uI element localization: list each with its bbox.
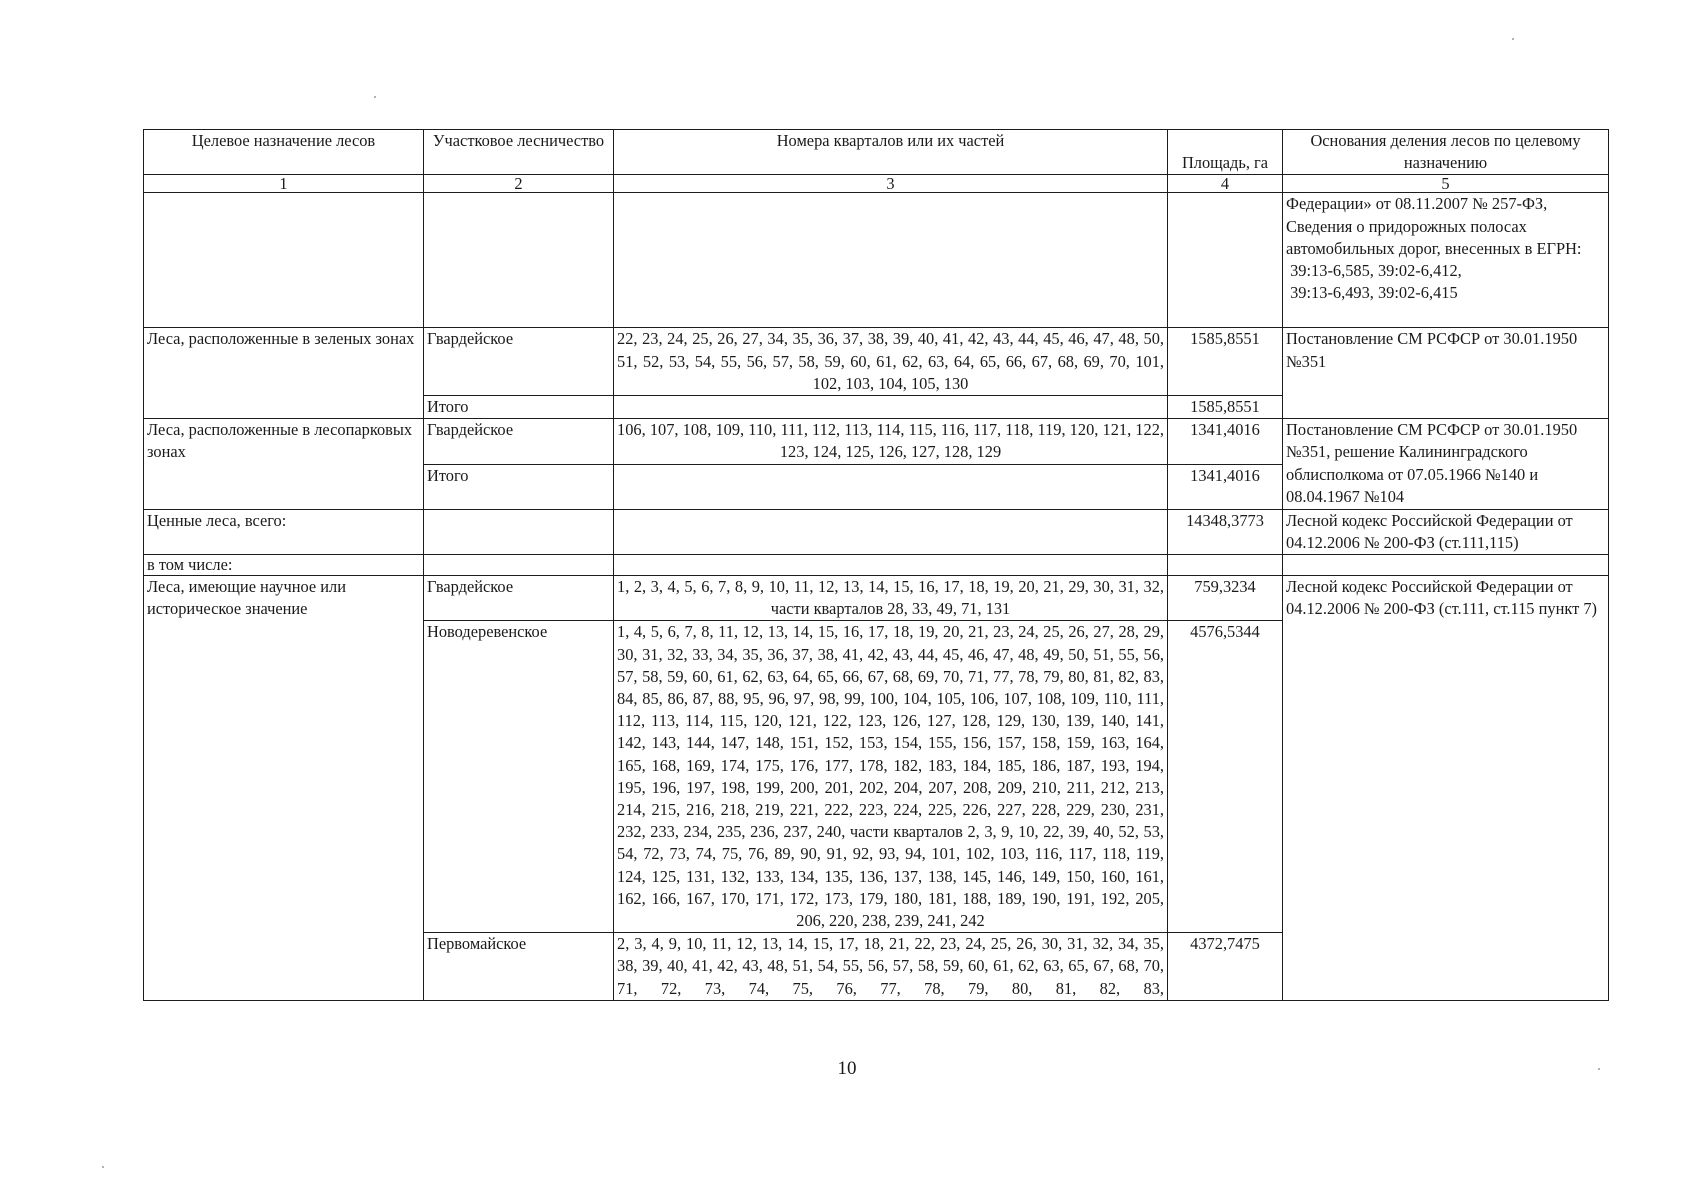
green-zones-forestry: Гвардейское — [424, 328, 614, 396]
forest-park-forestry: Гвардейское — [424, 419, 614, 464]
scientific-basis: Лесной кодекс Российской Федерации от 04.12.2006 № 200-ФЗ (ст.111, ст.115 пункт 7) — [1283, 576, 1609, 1001]
continuation-basis — [1283, 193, 1609, 328]
scientific-gvardeyskoe-forestry: Гвардейское — [424, 576, 614, 621]
scientific-pervomayskoe-forestry: Первомайское — [424, 933, 614, 1001]
column-number-3: 3 — [614, 175, 1168, 193]
table-row-valuable — [144, 509, 1609, 554]
green-zones-total-area: 1585,8551 — [1168, 396, 1283, 419]
scan-speck — [102, 1166, 104, 1168]
scan-speck — [1598, 1068, 1600, 1070]
column-number-5: 5 — [1283, 175, 1609, 193]
scientific-purpose: Леса, имеющие научное или историческое значение — [144, 576, 424, 1001]
green-zones-area: 1585,8551 — [1168, 328, 1283, 396]
green-zones-purpose: Леса, расположенные в зеленых зонах — [144, 328, 424, 419]
scientific-pervomayskoe-area: 4372,7475 — [1168, 933, 1283, 1001]
forest-park-quarters: 106, 107, 108, 109, 110, 111, 112, 113, 114, 115, 116, 117, 118, 119, 120, 121, 122, 123, 124, 125, 126, 127, 128, 129 — [614, 419, 1168, 464]
valuable-area: 14348,3773 — [1168, 509, 1283, 554]
header-forestry: Участковое лесничество — [424, 130, 614, 175]
forest-park-basis: Постановление СМ РСФСР от 30.01.1950 №351, решение Калининградского облисполкома от 07.05.1966 №140 и 08.04.1967 №104 — [1283, 419, 1609, 509]
forest-park-total-label: Итого — [424, 464, 614, 509]
scientific-gvardeyskoe-quarters: 1, 2, 3, 4, 5, 6, 7, 8, 9, 10, 11, 12, 13, 14, 15, 16, 17, 18, 19, 20, 21, 29, 30, 31, 32, части кварталов 28, 33, 49, 71, 131 — [614, 576, 1168, 621]
table-row-green-zones — [144, 328, 1609, 396]
continuation-basis-text: Федерации» от 08.11.2007 № 257-ФЗ, Сведения о придорожных полосах автомобильных дорог, внесенных в ЕГРН: — [1286, 194, 1582, 258]
scientific-pervomayskoe-quarters: 2, 3, 4, 9, 10, 11, 12, 13, 14, 15, 17, 18, 21, 22, 23, 24, 25, 26, 30, 31, 32, 34, 35, 38, 39, 40, 41, 42, 43, 48, 51, 54, 55, 56, 57, 58, 59, 60, 61, 62, 63, 65, 67, 68, 70, 71, 72, 73, 74, 75, 76, 77, 78, 79, 80, 81, 82, 83, — [614, 933, 1168, 1001]
scientific-gvardeyskoe-area: 759,3234 — [1168, 576, 1283, 621]
table-row-including — [144, 555, 1609, 576]
green-zones-basis: Постановление СМ РСФСР от 30.01.1950 №351 — [1283, 328, 1609, 419]
table-row-scientific-gvardeyskoe — [144, 576, 1609, 621]
header-basis: Основания деления лесов по целевому назначению — [1283, 130, 1609, 175]
header-row — [144, 130, 1609, 175]
cadastral-numbers-2: 39:13-6,493, 39:02-6,415 — [1290, 283, 1458, 303]
column-number-1: 1 — [144, 175, 424, 193]
forest-park-purpose: Леса, расположенные в лесопарковых зонах — [144, 419, 424, 509]
header-quarters: Номера кварталов или их частей — [614, 130, 1168, 175]
scan-speck — [374, 96, 376, 98]
valuable-basis: Лесной кодекс Российской Федерации от 04.12.2006 № 200-ФЗ (ст.111,115) — [1283, 509, 1609, 554]
green-zones-quarters: 22, 23, 24, 25, 26, 27, 34, 35, 36, 37, 38, 39, 40, 41, 42, 43, 44, 45, 46, 47, 48, 50, 51, 52, 53, 54, 55, 56, 57, 58, 59, 60, 61, 62, 63, 64, 65, 66, 67, 68, 69, 70, 101, 102, 103, 104, 105, 130 — [614, 328, 1168, 396]
page-number: 10 — [837, 1058, 857, 1079]
scientific-novoderevenskoe-quarters: 1, 4, 5, 6, 7, 8, 11, 12, 13, 14, 15, 16, 17, 18, 19, 20, 21, 23, 24, 25, 26, 27, 28, 29, 30, 31, 32, 33, 34, 35, 36, 37, 38, 41, 42, 43, 44, 45, 46, 47, 48, 49, 50, 51, 55, 56, 57, 58, 59, 60, 61, 62, 63, 64, 65, 66, 67, 68, 69, 70, 71, 77, 78, 79, 80, 81, 82, 83, 84, 85, 86, 87, 88, 95, 96, 97, 98, 99, 100, 104, 105, 106, 107, 108, 109, 110, 111, 112, 113, 114, 115, 120, 121, 122, 123, 126, 127, 128, 129, 130, 139, 140, 141, 142, 143, 144, 147, 148, 151, 152, 153, 154, 155, 156, 157, 158, 159, 163, 164, 165, 168, 169, 174, 175, 176, 177, 178, 182, 183, 184, 185, 186, 187, 193, 194, 195, 196, 197, 198, 199, 200, 201, 202, 204, 207, 208, 209, 210, 211, 212, 213, 214, 215, 216, 218, 219, 221, 222, 223, 224, 225, 226, 227, 228, 229, 230, 231, 232, 233, 234, 235, 236, 237, 240, части кварталов 2, 3, 9, 10, 22, 39, 40, 52, 53, 54, 72, 73, 74, 75, 76, 89, 90, 91, 92, 93, 94, 101, 102, 103, 116, 117, 118, 119, 124, 125, 131, 132, 133, 134, 135, 136, 137, 138, 145, 146, 149, 150, 160, 161, 162, 166, 167, 170, 171, 172, 173, 179, 180, 181, 188, 189, 190, 191, 192, 205, 206, 220, 238, 239, 241, 242 — [614, 621, 1168, 933]
forest-purpose-table — [143, 129, 1609, 1001]
document-sheet — [143, 129, 1608, 1001]
including-label: в том числе: — [144, 555, 424, 576]
forest-park-area: 1341,4016 — [1168, 419, 1283, 464]
forest-park-total-area: 1341,4016 — [1168, 464, 1283, 509]
green-zones-total-label: Итого — [424, 396, 614, 419]
header-purpose: Целевое назначение лесов — [144, 130, 424, 175]
table-row-forest-park — [144, 419, 1609, 464]
scientific-novoderevenskoe-forestry: Новодеревенское — [424, 621, 614, 933]
scientific-novoderevenskoe-area: 4576,5344 — [1168, 621, 1283, 933]
column-number-2: 2 — [424, 175, 614, 193]
cadastral-numbers-1: 39:13-6,585, 39:02-6,412, — [1290, 261, 1462, 281]
column-number-4: 4 — [1168, 175, 1283, 193]
scan-speck — [1512, 38, 1514, 40]
table-row-continuation — [144, 193, 1609, 328]
valuable-purpose: Ценные леса, всего: — [144, 509, 424, 554]
header-area: Площадь, га — [1168, 130, 1283, 175]
column-number-row — [144, 175, 1609, 193]
